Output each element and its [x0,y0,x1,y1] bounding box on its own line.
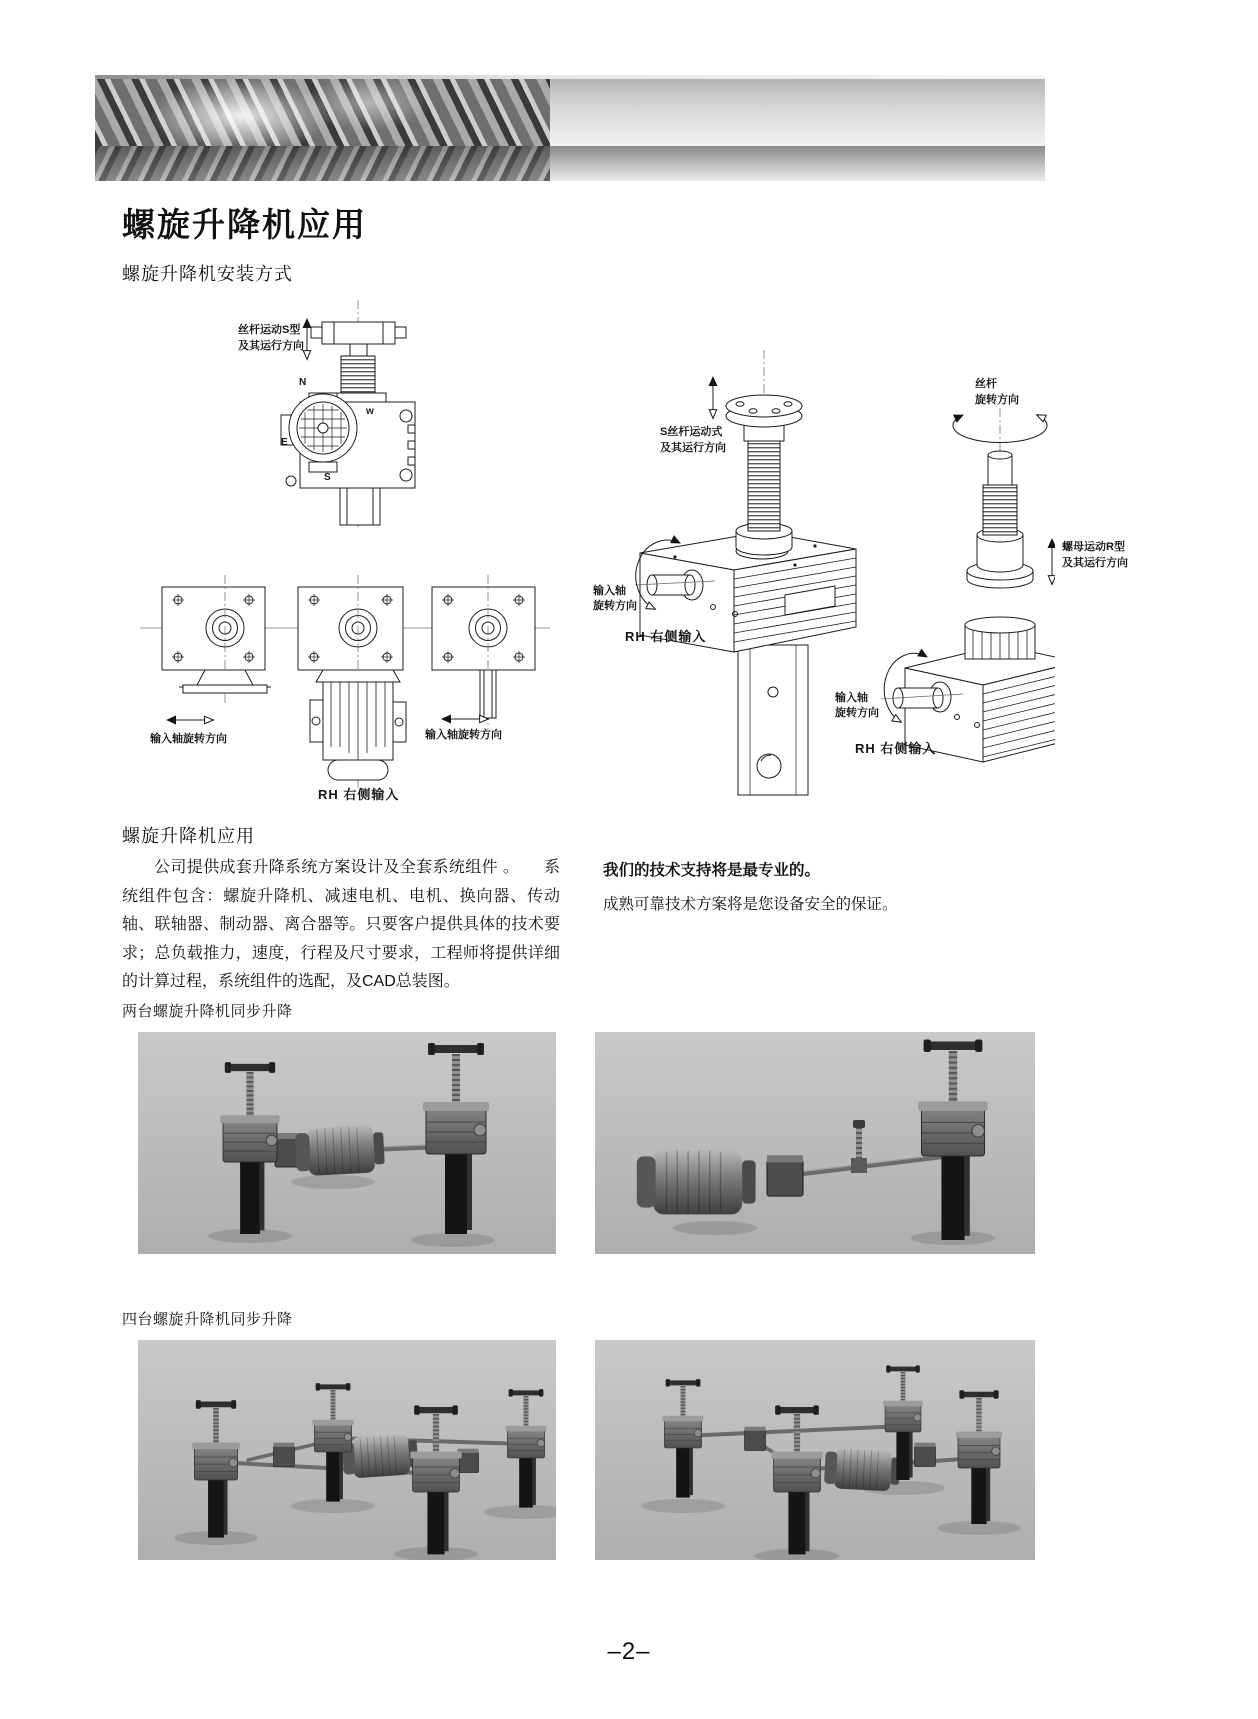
screw-motion-s-label: 丝杆运动S型 及其运行方向 [238,324,304,352]
input-rotation-label-right: 输入轴旋转方向 [425,729,502,741]
photo-four-jacks-left [138,1340,556,1560]
support-bold-line: 我们的技术支持将是最专业的。 [603,862,821,879]
banner-gear-photo [95,79,550,146]
rh-input-label-bottom: RH 右侧输入 [318,787,400,802]
header-banner [95,75,1045,181]
nut-motion-r-label: 螺母运动R型 及其运行方向 [1062,541,1128,569]
screw-motion-s-iso-label: S丝杆运动式 及其运行方向 [660,426,726,454]
support-text-line: 成熟可靠技术方案将是您设备安全的保证。 [603,896,898,913]
page-number: –2– [607,1638,651,1665]
compass-w: w [366,406,374,417]
input-rotation-label-left: 输入轴旋转方向 [150,733,227,745]
banner-reflection-left [95,146,550,181]
photo-two-jacks-left [138,1032,556,1254]
rh-input-label-right: RH 右侧输入 [855,741,937,756]
compass-n: N [299,377,307,388]
compass-s: S [324,472,331,483]
page-title: 螺旋升降机应用 [122,206,367,243]
page-subtitle: 螺旋升降机安装方式 [122,264,293,284]
banner-gradient [550,79,1045,146]
screw-rotation-label: 丝杆 旋转方向 [975,378,1019,406]
top-view-row [140,575,550,790]
input-shaft-label-middle: 输入轴 旋转方向 [593,585,637,612]
r-type-jack [881,408,1055,762]
banner-reflection-right [550,146,1045,181]
application-paragraph: 公司提供成套升降系统方案设计及全套系统组件 。 系统组件包含：螺旋升降机、减速电机、电机、换向器、传动轴、联轴器、制动器、离合器等。只要客户提供具体的技术要求；总负载推力，速度，行程及尺寸要求，工程师将提供详细的计算过程，系统组件的选配，及CAD总装图。 [122,859,560,990]
compass-e: E [281,437,288,448]
installation-diagram [95,275,1055,805]
input-shaft-label-right: 输入轴 旋转方向 [835,692,879,719]
s-type-jack [635,350,856,795]
caption-two-jacks: 两台螺旋升降机同步升降 [122,1003,293,1020]
photo-four-jacks-right [595,1340,1035,1560]
application-heading: 螺旋升降机应用 [122,826,255,846]
rh-input-label-middle: RH 右侧输入 [625,629,707,644]
caption-four-jacks: 四台螺旋升降机同步升降 [122,1311,293,1328]
photo-two-jacks-right [595,1032,1035,1254]
